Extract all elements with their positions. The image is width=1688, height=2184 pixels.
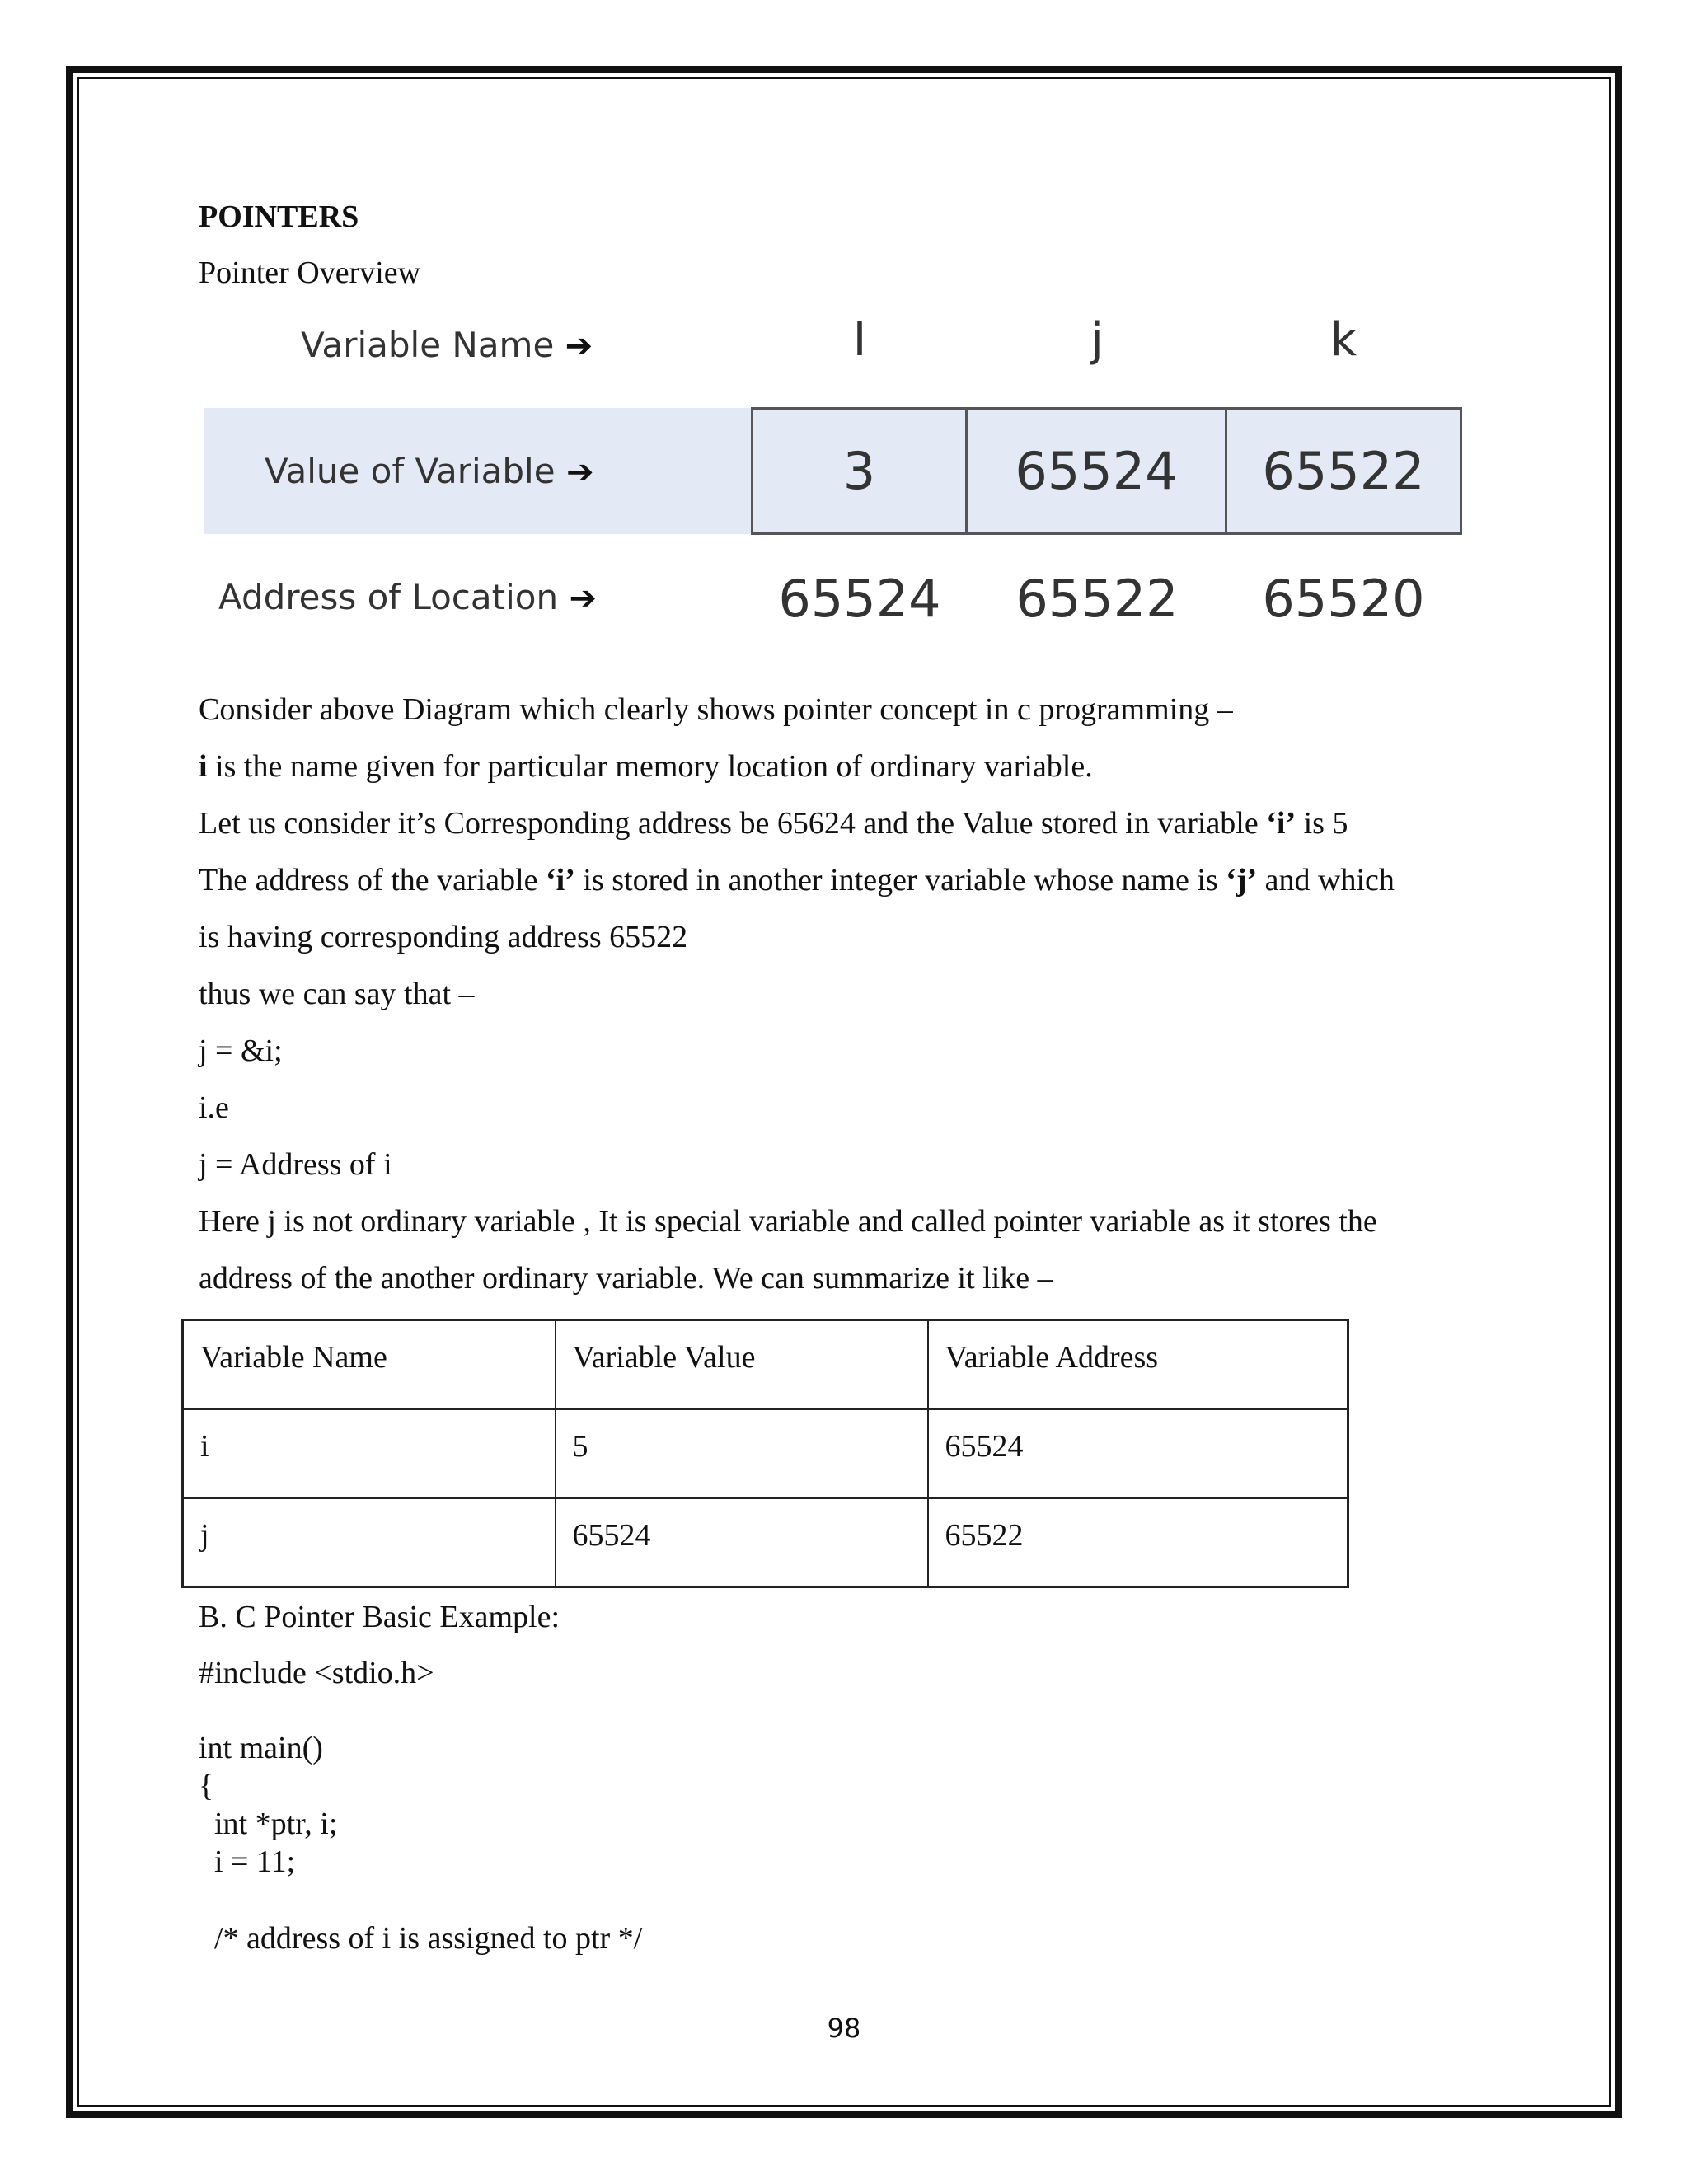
section-heading: POINTERS <box>199 199 359 234</box>
table-cell: j <box>183 1498 556 1587</box>
code-line: int *ptr, i; <box>199 1807 338 1841</box>
paragraph: thus we can say that – <box>199 977 475 1011</box>
diagram-row-label-address: Address of Location ➔ <box>218 577 597 617</box>
table-cell: 65524 <box>928 1409 1348 1498</box>
table-cell: 5 <box>556 1409 928 1498</box>
table-header-row <box>183 1320 1348 1409</box>
paragraph: address of the another ordinary variable. We can summarize it like – <box>199 1261 1053 1296</box>
code-line: j = Address of i <box>199 1147 392 1182</box>
code-line: i = 11; <box>199 1844 296 1879</box>
diagram-address: 65522 <box>1015 569 1179 629</box>
diagram-row-label-name: Variable Name ➔ <box>301 325 593 365</box>
code-line: { <box>199 1769 214 1803</box>
paragraph: Consider above Diagram which clearly shows pointer concept in c programming – <box>199 692 1233 727</box>
table-header-cell: Variable Name <box>183 1320 556 1409</box>
diagram-row-label-value: Value of Variable ➔ <box>265 451 594 491</box>
example-title: B. C Pointer Basic Example: <box>199 1600 560 1634</box>
diagram-address: 65524 <box>778 569 941 629</box>
summary-table <box>181 1319 1349 1588</box>
page-number: 98 <box>827 2013 861 2044</box>
code-line: int main() <box>199 1731 323 1765</box>
diagram-value-cell: 65524 <box>965 407 1227 535</box>
subheading: Pointer Overview <box>199 255 421 290</box>
code-line: j = &i; <box>199 1033 283 1068</box>
diagram-var-name: I <box>852 313 867 367</box>
table-cell: 65524 <box>556 1498 928 1587</box>
table-header-cell: Variable Value <box>556 1320 928 1409</box>
table-row <box>183 1409 1348 1498</box>
table-cell: i <box>183 1409 556 1498</box>
arrow-icon: ➔ <box>569 579 597 617</box>
diagram-var-name: j <box>1090 313 1104 367</box>
pointer-diagram <box>199 313 1468 659</box>
code-line: #include <stdio.h> <box>199 1656 434 1690</box>
paragraph: The address of the variable ‘i’ is stored in another integer variable whose name is ‘j’ and which <box>199 863 1395 898</box>
arrow-icon: ➔ <box>565 327 593 365</box>
diagram-var-name: k <box>1329 313 1357 367</box>
diagram-value-cell: 3 <box>751 407 968 535</box>
paragraph: i.e <box>199 1090 229 1125</box>
diagram-value-cell: 65522 <box>1225 407 1462 535</box>
paragraph: i is the name given for particular memory location of ordinary variable. <box>199 749 1093 784</box>
paragraph: Let us consider it’s Corresponding address be 65624 and the Value stored in variable ‘i’ is 5 <box>199 806 1348 841</box>
table-row <box>183 1498 1348 1587</box>
diagram-address: 65520 <box>1262 569 1425 629</box>
arrow-icon: ➔ <box>565 453 594 491</box>
table-header-cell: Variable Address <box>928 1320 1348 1409</box>
table-cell: 65522 <box>928 1498 1348 1587</box>
paragraph: Here j is not ordinary variable , It is special variable and called pointer variable as it stores the <box>199 1204 1377 1239</box>
paragraph: is having corresponding address 65522 <box>199 920 688 954</box>
code-comment: /* address of i is assigned to ptr */ <box>199 1921 643 1956</box>
